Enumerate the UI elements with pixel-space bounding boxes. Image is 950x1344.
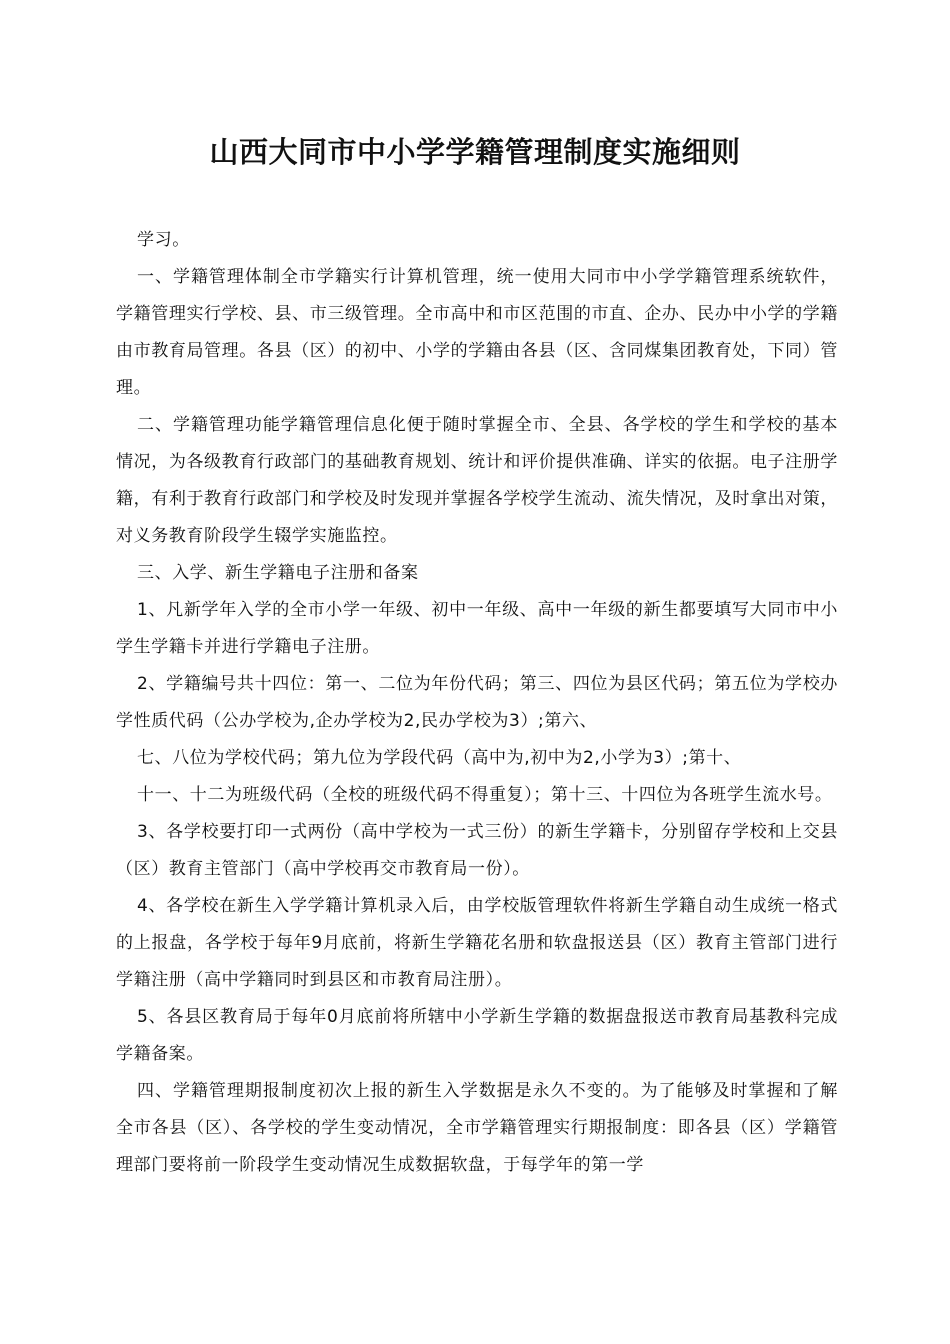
paragraph: 四、学籍管理期报制度初次上报的新生入学数据是永久不变的。为了能够及时掌握和了解全市各县（区）、各学校的学生变动情况，全市学籍管理实行期报制度：即各县（区）学籍管理部门要将前一阶段学生变动情况生成数据软盘，于每学年的第一学 — [116, 1081, 838, 1175]
paragraph: 1、凡新学年入学的全市小学一年级、初中一年级、高中一年级的新生都要填写大同市中小学生学籍卡并进行学籍电子注册。 — [116, 600, 838, 657]
paragraph: 学习。 — [137, 230, 190, 250]
paragraph: 5、各县区教育局于每年0月底前将所辖中小学新生学籍的数据盘报送市教育局基教科完成学籍备案。 — [116, 1007, 838, 1064]
paragraph: 2、学籍编号共十四位：第一、二位为年份代码；第三、四位为县区代码；第五位为学校办学性质代码（公办学校为,企办学校为2,民办学校为3）;第六、 — [116, 674, 838, 731]
paragraph: 七、八位为学校代码；第九位为学段代码（高中为,初中为2,小学为3）;第十、 — [137, 748, 742, 768]
paragraph: 4、各学校在新生入学学籍计算机录入后，由学校版管理软件将新生学籍自动生成统一格式的上报盘，各学校于每年9月底前，将新生学籍花名册和软盘报送县（区）教育主管部门进行学籍注册（高中学籍同时到县区和市教育局注册）。 — [116, 896, 838, 990]
document-title: 山西大同市中小学学籍管理制度实施细则 — [209, 135, 741, 169]
paragraph: 二、学籍管理功能学籍管理信息化便于随时掌握全市、全县、各学校的学生和学校的基本情况，为各级教育行政部门的基础教育规划、统计和评价提供准确、详实的依据。电子注册学籍，有利于教育行政部门和学校及时发现并掌握各学校学生流动、流失情况，及时拿出对策，对义务教育阶段学生辍学实施监控。 — [116, 415, 838, 546]
paragraph: 一、学籍管理体制全市学籍实行计算机管理，统一使用大同市中小学学籍管理系统软件，学籍管理实行学校、县、市三级管理。全市高中和市区范围的市直、企办、民办中小学的学籍由市教育局管理。各县（区）的初中、小学的学籍由各县（区、含同煤集团教育处，下同）管理。 — [116, 267, 838, 398]
paragraph: 十一、十二为班级代码（全校的班级代码不得重复）；第十三、十四位为各班学生流水号。 — [137, 785, 833, 805]
document-body — [116, 222, 838, 1184]
paragraph: 3、各学校要打印一式两份（高中学校为一式三份）的新生学籍卡，分别留存学校和上交县（区）教育主管部门（高中学校再交市教育局一份）。 — [116, 822, 838, 879]
paragraph: 三、入学、新生学籍电子注册和备案 — [137, 563, 419, 583]
